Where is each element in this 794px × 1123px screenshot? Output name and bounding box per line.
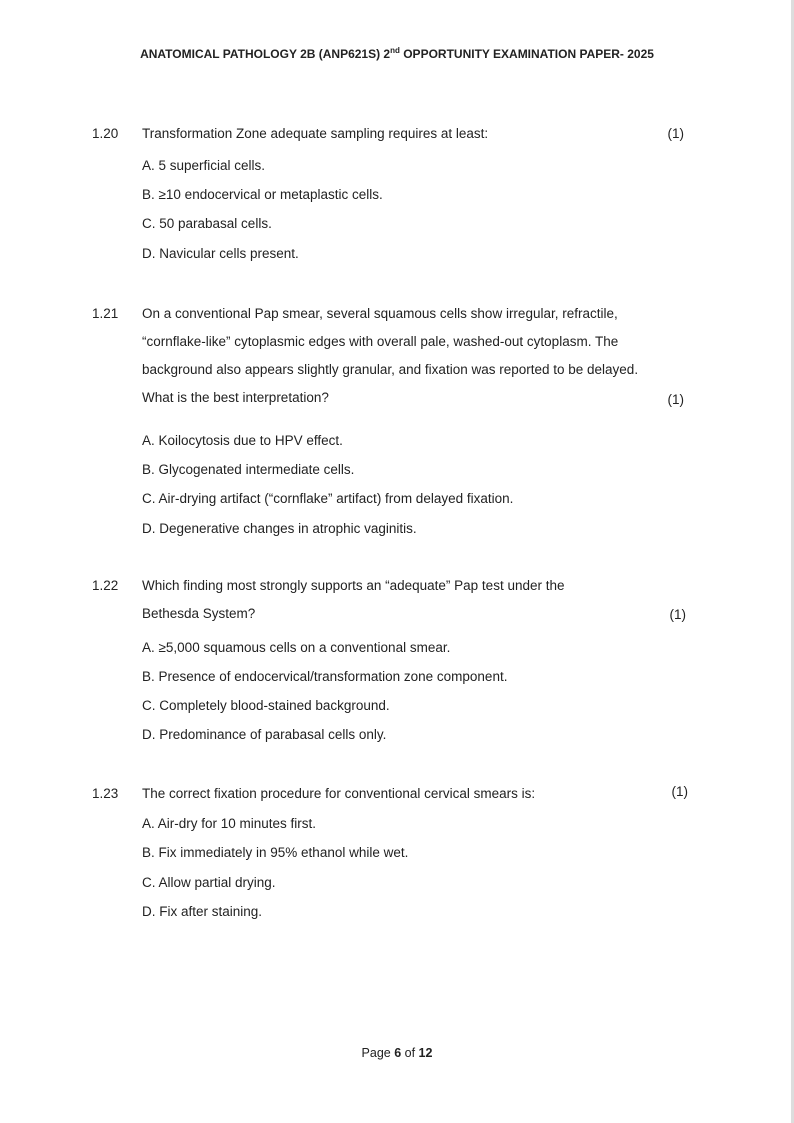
option-d: D. Navicular cells present. bbox=[142, 246, 299, 261]
question-marks: (1) bbox=[671, 784, 688, 799]
option-a: A. Air-dry for 10 minutes first. bbox=[142, 816, 317, 831]
header-text: ANATOMICAL PATHOLOGY 2B (ANP621S) 2 bbox=[140, 47, 391, 61]
page-number: 6 bbox=[394, 1046, 402, 1060]
question-number: 1.20 bbox=[92, 126, 119, 141]
option-b: B. ≥10 endocervical or metaplastic cells. bbox=[142, 187, 383, 202]
header-sup: nd bbox=[390, 46, 400, 55]
question-text: Which finding most strongly supports an “adequate” Pap test under the Bethesda System? bbox=[142, 578, 565, 621]
option-a: A. 5 superficial cells. bbox=[142, 158, 266, 173]
question-number: 1.22 bbox=[92, 578, 119, 593]
question-number: 1.23 bbox=[92, 786, 119, 801]
footer-text: of bbox=[401, 1046, 419, 1060]
question-marks: (1) bbox=[667, 126, 684, 141]
page-header bbox=[0, 46, 794, 61]
option-d: D. Degenerative changes in atrophic vaginitis. bbox=[142, 521, 417, 536]
question-text: Transformation Zone adequate sampling requires at least: bbox=[142, 126, 489, 141]
option-b: B. Presence of endocervical/transformation zone component. bbox=[142, 669, 508, 684]
header-text-end: OPPORTUNITY EXAMINATION PAPER- 2025 bbox=[399, 47, 654, 61]
footer-text: Page bbox=[361, 1046, 395, 1060]
option-c: C. Air-drying artifact (“cornflake” artifact) from delayed fixation. bbox=[142, 491, 514, 506]
page-footer bbox=[0, 1046, 794, 1060]
option-a: A. ≥5,000 squamous cells on a conventional smear. bbox=[142, 640, 451, 655]
page-total: 12 bbox=[418, 1046, 433, 1060]
question-number: 1.21 bbox=[92, 306, 119, 321]
question-text: On a conventional Pap smear, several squamous cells show irregular, refractile, “cornflake-like” cytoplasmic edges with overall pale, washed-out cytoplasm. The background also appears slightly granular, and fixation was reported to be delayed. What is the best interpretation? bbox=[142, 306, 639, 405]
question-text: The correct fixation procedure for conventional cervical smears is: bbox=[142, 786, 536, 801]
option-c: C. 50 parabasal cells. bbox=[142, 216, 272, 231]
question-marks: (1) bbox=[669, 607, 686, 622]
option-b: B. Glycogenated intermediate cells. bbox=[142, 462, 355, 477]
option-b: B. Fix immediately in 95% ethanol while wet. bbox=[142, 845, 409, 860]
option-c: C. Allow partial drying. bbox=[142, 875, 276, 890]
option-c: C. Completely blood-stained background. bbox=[142, 698, 390, 713]
question-marks: (1) bbox=[667, 392, 684, 407]
option-d: D. Fix after staining. bbox=[142, 904, 263, 919]
option-d: D. Predominance of parabasal cells only. bbox=[142, 727, 387, 742]
option-a: A. Koilocytosis due to HPV effect. bbox=[142, 433, 343, 448]
